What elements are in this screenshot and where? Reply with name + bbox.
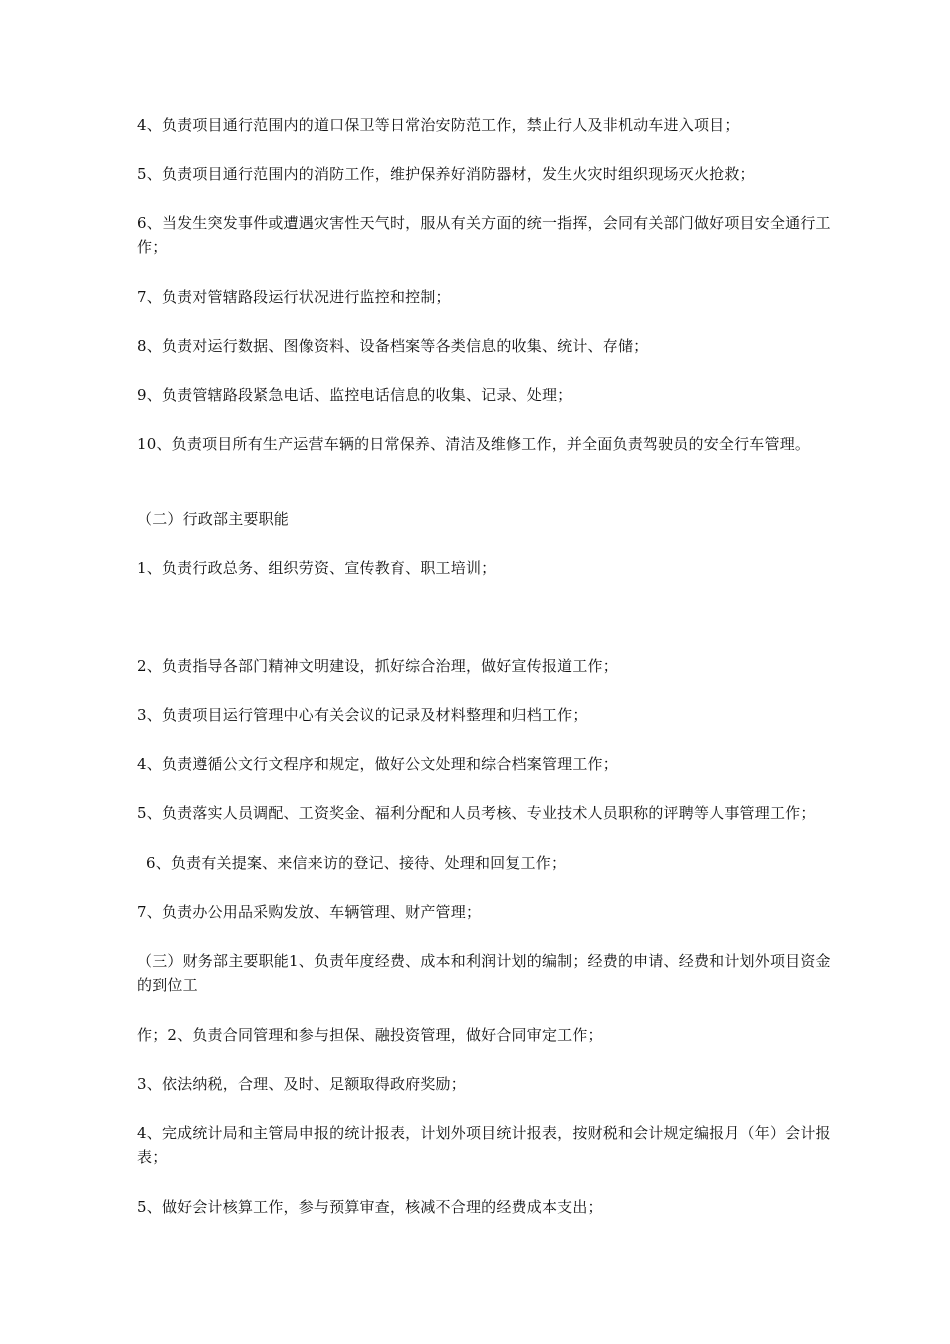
paragraph-ops-5: 5、负责项目通行范围内的消防工作，维护保养好消防器材，发生火灾时组织现场灭火抢救；: [137, 165, 755, 183]
paragraph-admin-2: 2、负责指导各部门精神文明建设，抓好综合治理，做好宣传报道工作；: [137, 657, 618, 675]
paragraph-ops-6: 6、当发生突发事件或遭遇灾害性天气时，服从有关方面的统一指挥，会同有关部门做好项目安全通行工作；: [137, 214, 831, 256]
paragraph-ops-9: 9、负责管辖路段紧急电话、监控电话信息的收集、记录、处理；: [137, 386, 573, 404]
paragraph-finance-3: 3、依法纳税，合理、及时、足额取得政府奖励；: [137, 1075, 466, 1093]
paragraph-finance-2: 作；2、负责合同管理和参与担保、融投资管理，做好合同审定工作；: [137, 1026, 603, 1044]
paragraph-finance-5: 5、做好会计核算工作，参与预算审查，核减不合理的经费成本支出；: [137, 1198, 603, 1216]
section-heading-finance: （三）财务部主要职能1、负责年度经费、成本和利润计划的编制；经费的申请、经费和计划外项目资金的到位工: [137, 952, 831, 994]
section-heading-admin: （二）行政部主要职能: [137, 510, 290, 528]
paragraph-finance-4: 4、完成统计局和主管局申报的统计报表，计划外项目统计报表，按财税和会计规定编报月（年）会计报表；: [137, 1124, 831, 1166]
paragraph-admin-5: 5、负责落实人员调配、工资奖金、福利分配和人员考核、专业技术人员职称的评聘等人事管理工作；: [137, 804, 816, 822]
paragraph-admin-1: 1、负责行政总务、组织劳资、宣传教育、职工培训；: [137, 559, 497, 577]
paragraph-ops-4: 4、负责项目通行范围内的道口保卫等日常治安防范工作，禁止行人及非机动车进入项目；: [137, 116, 740, 134]
paragraph-ops-10: 10、负责项目所有生产运营车辆的日常保养、清洁及维修工作，并全面负责驾驶员的安全行车管理。: [137, 435, 811, 453]
paragraph-ops-8: 8、负责对运行数据、图像资料、设备档案等各类信息的收集、统计、存储；: [137, 337, 649, 355]
paragraph-admin-6: 6、负责有关提案、来信来访的登记、接待、处理和回复工作；: [146, 854, 567, 872]
paragraph-admin-4: 4、负责遵循公文行文程序和规定，做好公文处理和综合档案管理工作；: [137, 755, 618, 773]
paragraph-ops-7: 7、负责对管辖路段运行状况进行监控和控制；: [137, 288, 451, 306]
paragraph-admin-3: 3、负责项目运行管理中心有关会议的记录及材料整理和归档工作；: [137, 706, 588, 724]
paragraph-admin-7: 7、负责办公用品采购发放、车辆管理、财产管理；: [137, 903, 482, 921]
